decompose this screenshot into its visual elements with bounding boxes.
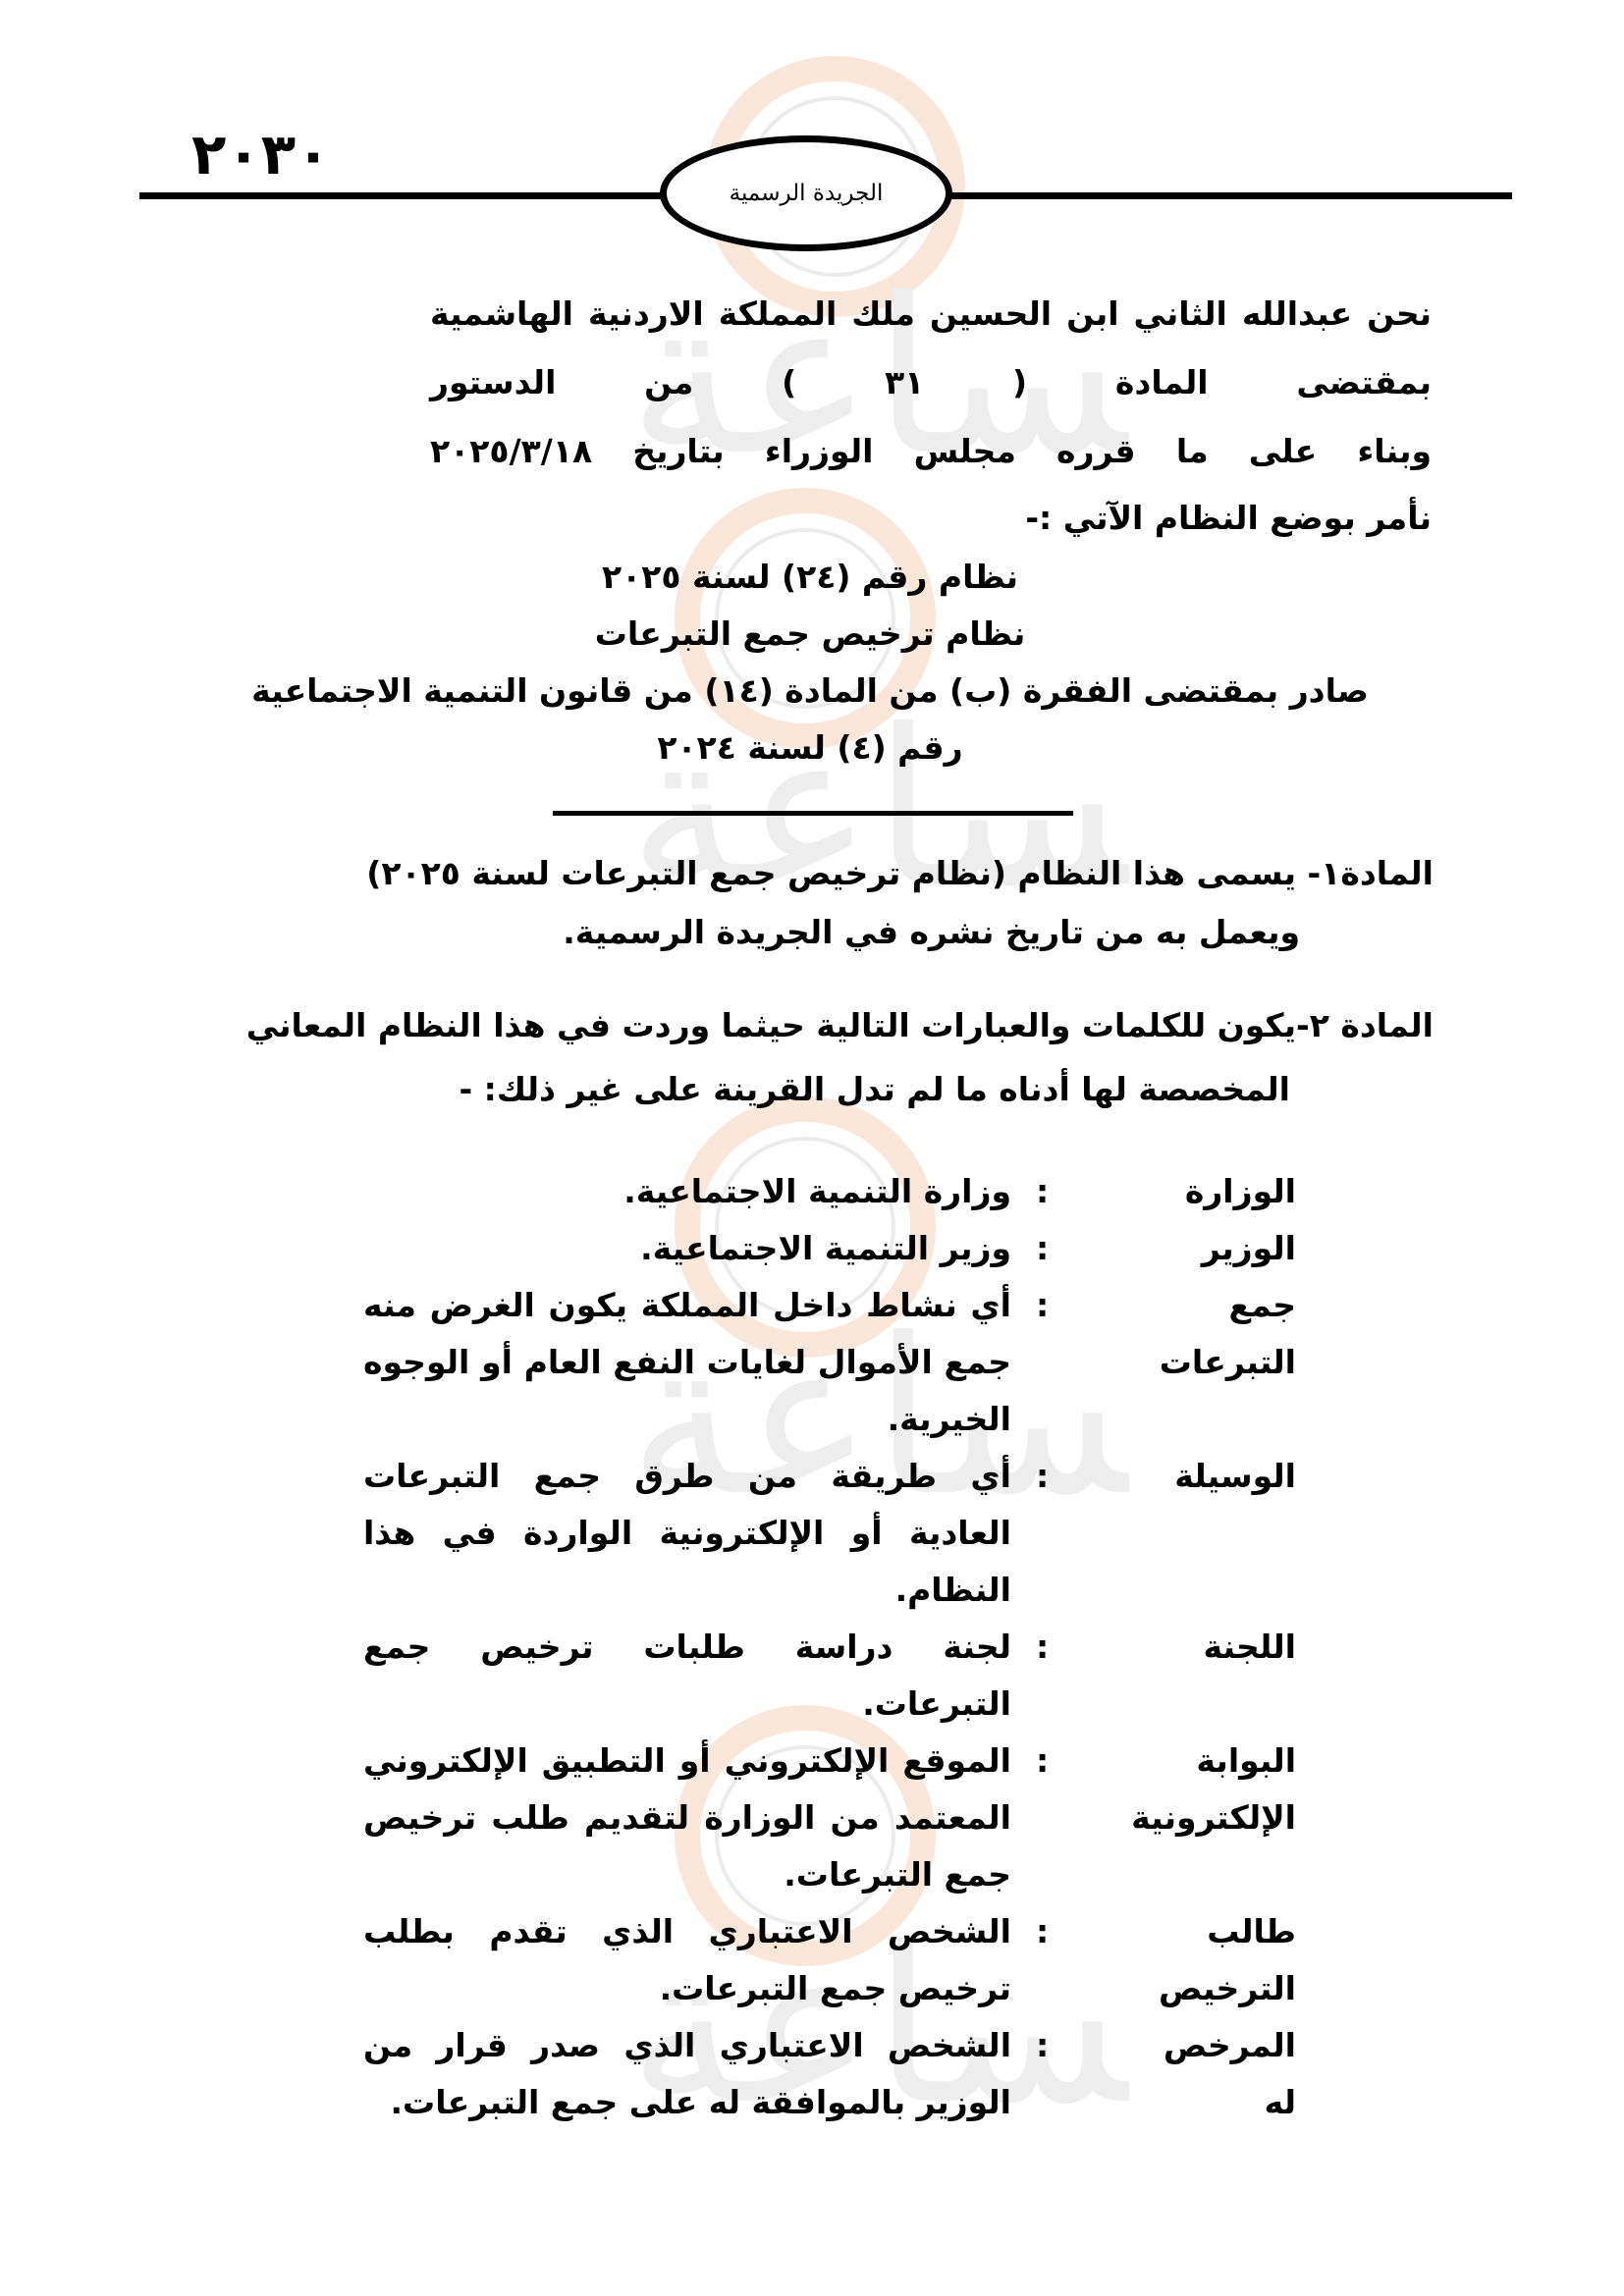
article-2-line: المادة ٢-يكون للكلمات والعبارات التالية حيثما وردت في هذا النظام المعاني [245, 1006, 1434, 1044]
preamble-line: نأمر بوضع النظام الآتي :- [1025, 499, 1432, 537]
definition-term: الوسيلة [1174, 1457, 1296, 1495]
definition-colon: : [1036, 1912, 1050, 1950]
page-number: ٢٠٣٠ [191, 121, 331, 187]
svg-text:الساعة: ساعة [628, 1900, 1129, 2152]
definition-colon: : [1036, 1172, 1050, 1210]
definition-term: البوابة الإلكترونية [1131, 1741, 1296, 1837]
definition-term: اللجنة [1203, 1628, 1296, 1666]
definition-text: أي طريقة من طرق جمع التبرعات العادية أو الإلكترونية الواردة في هذا النظام. [363, 1457, 1011, 1609]
gazette-title: الجريدة الرسمية [729, 181, 884, 206]
article-1-line: المادة١- يسمى هذا النظام (نظام ترخيص جمع التبرعات لسنة ٢٠٢٥) [366, 854, 1434, 892]
preamble-line: نحن عبدالله الثاني ابن الحسين ملك المملكة الاردنية الهاشمية [430, 294, 1432, 333]
regulation-title: نظام ترخيص جمع التبرعات [594, 614, 1026, 653]
svg-text:الساعة: ساعة [628, 683, 1129, 934]
definition-term: المرخص له [1163, 2026, 1296, 2121]
definition-colon: : [1036, 2026, 1050, 2064]
definition-colon: : [1036, 1286, 1050, 1324]
definition-term: الوزارة [1184, 1172, 1296, 1210]
definition-term: جمع التبرعات [1159, 1286, 1296, 1381]
definition-colon: : [1036, 1628, 1050, 1666]
definition-text: الموقع الإلكتروني أو التطبيق الإلكتروني المعتمد من الوزارة لتقديم طلب ترخيص جمع التبرعات. [363, 1741, 1011, 1894]
gazette-title-badge [660, 135, 952, 251]
article-2-line: المخصصة لها أدناه ما لم تدل القرينة على غير ذلك: - [459, 1070, 1290, 1108]
svg-text:الساعة: ساعة [628, 1292, 1129, 1543]
definition-text: وزارة التنمية الاجتماعية. [623, 1172, 1011, 1210]
definition-text: لجنة دراسة طلبات ترخيص جمع التبرعات. [363, 1628, 1011, 1723]
definition-text: الشخص الاعتباري الذي تقدم بطلب ترخيص جمع التبرعات. [363, 1912, 1011, 2007]
definition-term: طالب الترخيص [1159, 1912, 1296, 2007]
definition-text: أي نشاط داخل المملكة يكون الغرض منه جمع الأموال لغايات النفع العام أو الوجوه الخيرية. [363, 1286, 1011, 1438]
definition-colon: : [1036, 1457, 1050, 1495]
definition-term: الوزير [1201, 1229, 1296, 1267]
regulation-number: نظام رقم (٢٤) لسنة ٢٠٢٥ [601, 558, 1019, 596]
svg-text:الساعة: ساعة [628, 251, 1129, 503]
preamble-line: بمقتضى المادة ( ٣١ ) من الدستور [430, 363, 1432, 401]
regulation-issued-line: صادر بمقتضى الفقرة (ب) من المادة (١٤) من قانون التنمية الاجتماعية [251, 671, 1369, 710]
definition-text: وزير التنمية الاجتماعية. [640, 1229, 1011, 1267]
section-divider [553, 811, 1073, 816]
regulation-issued-line: رقم (٤) لسنة ٢٠٢٤ [657, 728, 963, 767]
definition-colon: : [1036, 1741, 1050, 1780]
definition-text: الشخص الاعتباري الذي صدر قرار من الوزير بالموافقة له على جمع التبرعات. [363, 2026, 1011, 2121]
preamble-line: وبناء على ما قرره مجلس الوزراء بتاريخ ٢٠٢٥/٣/١٨ [430, 432, 1432, 470]
article-1-line: ويعمل به من تاريخ نشره في الجريدة الرسمية. [563, 913, 1300, 951]
definition-colon: : [1036, 1229, 1050, 1267]
